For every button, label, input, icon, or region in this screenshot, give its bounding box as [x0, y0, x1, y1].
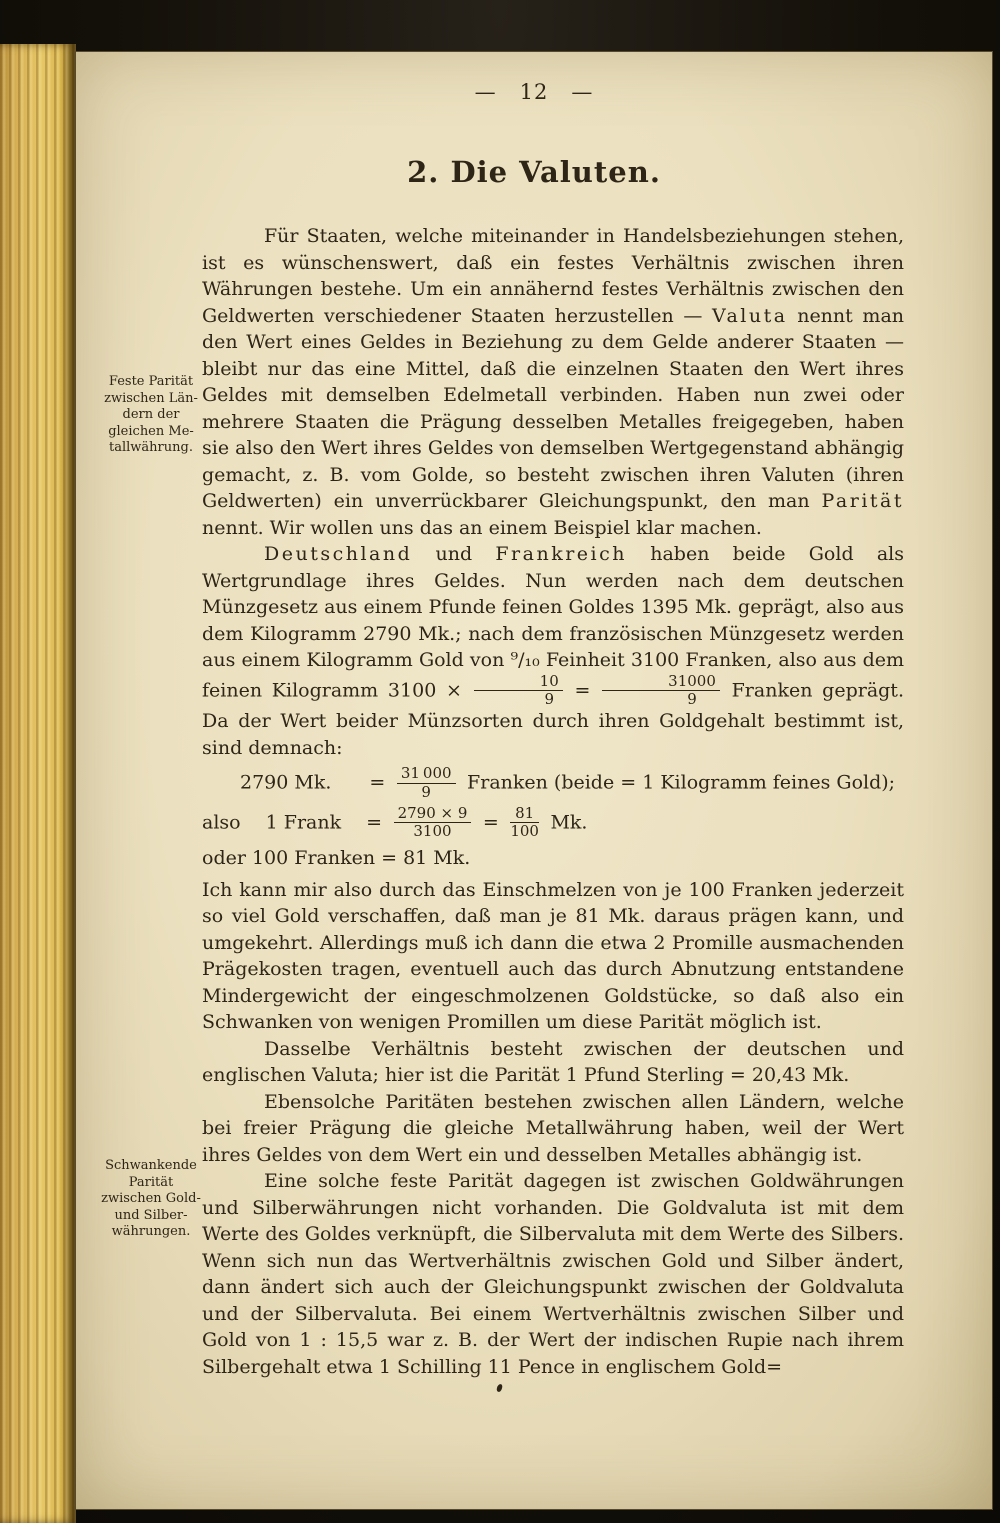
fraction: $\frac{10}{9}$	[472, 674, 565, 709]
letterspaced-term: Valuta	[711, 304, 788, 327]
margin-note-fixed-parity	[87, 374, 215, 457]
body-text	[202, 223, 904, 1380]
letterspaced-term: Deutschland	[264, 543, 413, 565]
formula-mark-franken-parity: 2790 Mk. = $\frac{31 000}{9}$ Franken (beide = 1 Kilogramm feines Gold);	[240, 764, 896, 801]
margin-note-line: Parität	[128, 1174, 174, 1190]
fraction: $\frac{2790 \times 9}{3100}$	[392, 806, 474, 841]
margin-note-line: dern der	[122, 407, 180, 422]
page-paper	[76, 52, 992, 1509]
margin-note-line: gleichen Me-	[108, 423, 194, 439]
margin-note-line: und Silber-	[114, 1207, 188, 1223]
paragraph-fixed-parity: Für Staaten, welche miteinander in Handelsbeziehungen stehen, ist es wünschenswert, daß ein festes Verhältnis zwischen ihren Währungen bestehe. Um ein annähernd festes Verhältnis zwischen den Geldwerten verschiedener Staaten herzustellen — Valuta nennt man den Wert eines Geldes in Beziehung zu dem Gelde anderer Staaten — bleibt nur das eine Mittel, daß die einzelnen Staaten den Wert ihres Geldes mit demselben Edelmetall verbinden. Haben nun zwei oder mehrere Staaten die Prägung desselben Metalles freigegeben, haben sie also den Wert ihres Geldes von demselben Wertgegenstand abhängig gemacht, z. B. vom Golde, so besteht zwischen ihren Valuten (ihren Geldwerten) ein unverrückbarer Gleichungspunkt, den man Parität nennt. Wir wollen uns das an einem Beispiel klar machen.	[202, 225, 905, 539]
margin-note-line: zwischen Gold-	[101, 1191, 201, 1206]
fraction: $\frac{31 000}{9}$	[395, 766, 458, 801]
margin-note-line: tallwährung.	[109, 440, 193, 455]
ink-speck	[496, 1384, 503, 1393]
fraction: $\frac{31000}{9}$	[600, 674, 722, 709]
formula-hundred-franken: oder 100 Franken = 81 Mk.	[202, 847, 471, 869]
margin-note-line: Feste Parität	[108, 374, 194, 389]
paragraph-english-parity: Dasselbe Verhältnis besteht zwischen der deutschen und englischen Valuta; hier ist die Parität 1 Pfund Sterling = 20,43 Mk.	[202, 1037, 904, 1086]
paragraph-all-countries: Ebensolche Paritäten bestehen zwischen allen Ländern, welche bei freier Prägung die gleiche Metallwährung haben, weil der Wert ihres Geldes von dem Wert ein und desselben Metalles abhängig ist.	[202, 1090, 904, 1166]
letterspaced-term: Parität	[821, 490, 904, 512]
margin-note-line: Schwankende	[105, 1158, 197, 1173]
paragraph-melting-coins: Ich kann mir also durch das Einschmelzen von je 100 Franken jederzeit so viel Gold verschaffen, daß man je 81 Mk. daraus prägen kann, und umgekehrt. Allerdings muß ich dann die etwa 2 Promille ausmachenden Prägekosten tragen, eventuell auch das durch Abnutzung entstandene Mindergewicht der eingeschmolzenen Goldstücke, so daß also ein Schwanken von wenigen Promillen um diese Parität möglich ist.	[202, 878, 904, 1033]
margin-note-line: währungen.	[111, 1224, 191, 1239]
fraction: $\frac{81}{100}$	[510, 803, 539, 841]
formula-franc-in-mark: also 1 Frank = $\frac{2790 \times 9}{3100}$ = $\frac{81}{100}$ Mk.	[202, 803, 588, 841]
paragraph-gold-silver-parity: Eine solche feste Parität dagegen ist zwischen Goldwährungen und Silberwährungen nicht vorhanden. Die Goldvaluta ist mit dem Werte des Goldes verknüpft, die Silbervaluta mit dem Werte des Silbers. Wenn sich nun das Wertverhältnis zwischen Gold und Silber ändert, dann ändert sich auch der Gleichungspunkt zwischen der Goldvaluta und der Silbervaluta. Bei einem Wertverhältnis zwischen Silber und Gold von 1 : 15,5 war z. B. der Wert der indischen Rupie nach ihrem Silbergehalt etwa 1 Schilling 11 Pence in englischem Gold=	[202, 1170, 904, 1378]
paragraph-germany-france-example: Deutschland und Frankreich haben beide Gold als Wertgrundlage ihres Geldes. Nun werden nach dem deutschen Münzgesetz aus einem Pfunde feinen Goldes 1395 Mk. geprägt, also aus dem Kilogramm 2790 Mk.; nach dem französischen Münzgesetz werden aus einem Kilogramm Gold von ⁹/₁₀ Feinheit 3100 Franken, also aus dem feinen Kilogramm 3100 × $\frac{10}{9}$ = $\frac{31000}{9}$ Franken geprägt. Da der Wert beider Münzsorten durch ihren Goldgehalt bestimmt ist, sind demnach:	[202, 543, 904, 759]
page-number: — 12 —	[474, 80, 594, 104]
section-heading: 2. Die Valuten.	[407, 155, 661, 189]
margin-note-line: zwischen Län-	[104, 390, 198, 406]
book-page-edges	[0, 44, 76, 1523]
margin-note-fluctuating-parity	[87, 1158, 215, 1241]
letterspaced-term: Frankreich	[495, 543, 627, 565]
